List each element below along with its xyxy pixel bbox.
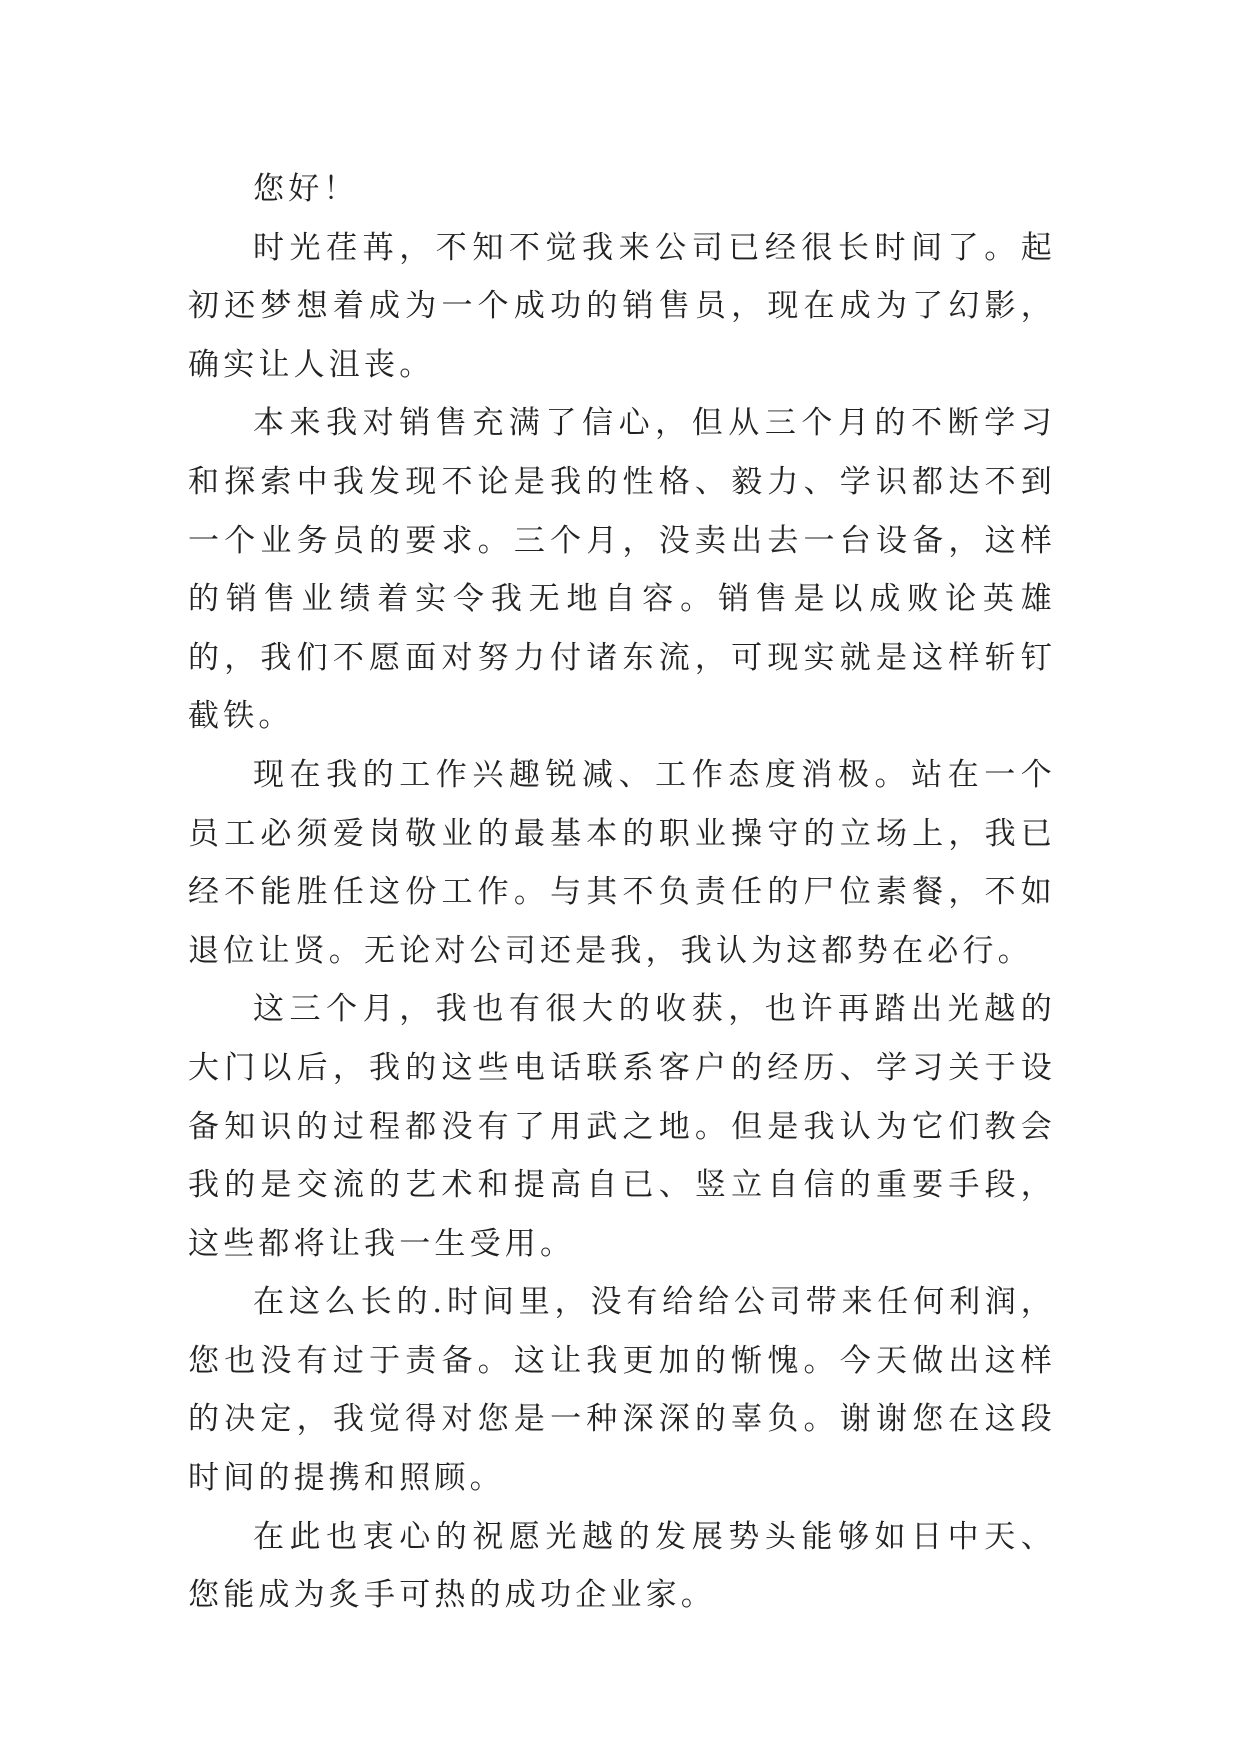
paragraph-6: 在此也衷心的祝愿光越的发展势头能够如日中天、您能成为炙手可热的成功企业家。 bbox=[188, 1518, 1056, 1614]
letter-body bbox=[188, 160, 1056, 1625]
paragraph-5: 在这么长的.时间里，没有给给公司带来任何利润，您也没有过于责备。这让我更加的惭愧。今天做出这样的决定，我觉得对您是一种深深的辜负。谢谢您在这段时间的提携和照顾。 bbox=[188, 1284, 1056, 1497]
paragraph-3: 现在我的工作兴趣锐减、工作态度消极。站在一个员工必须爱岗敬业的最基本的职业操守的立场上，我已经不能胜任这份工作。与其不负责任的尸位素餐，不如退位让贤。无论对公司还是我，我认为这都势在必行。 bbox=[188, 756, 1056, 969]
paragraph-1: 时光荏苒，不知不觉我来公司已经很长时间了。起初还梦想着成为一个成功的销售员，现在成为了幻影，确实让人沮丧。 bbox=[188, 229, 1056, 383]
paragraph-4: 这三个月，我也有很大的收获，也许再踏出光越的大门以后，我的这些电话联系客户的经历、学习关于设备知识的过程都没有了用武之地。但是我认为它们教会我的是交流的艺术和提高自已、竖立自信的重要手段，这些都将让我一生受用。 bbox=[188, 991, 1056, 1262]
greeting: 您好！ bbox=[253, 171, 359, 207]
paragraph-2: 本来我对销售充满了信心，但从三个月的不断学习和探索中我发现不论是我的性格、毅力、学识都达不到一个业务员的要求。三个月，没卖出去一台设备，这样的销售业绩着实令我无地自容。销售是以成败论英雄的，我们不愿面对努力付诸东流，可现实就是这样斩钉截铁。 bbox=[188, 405, 1056, 735]
